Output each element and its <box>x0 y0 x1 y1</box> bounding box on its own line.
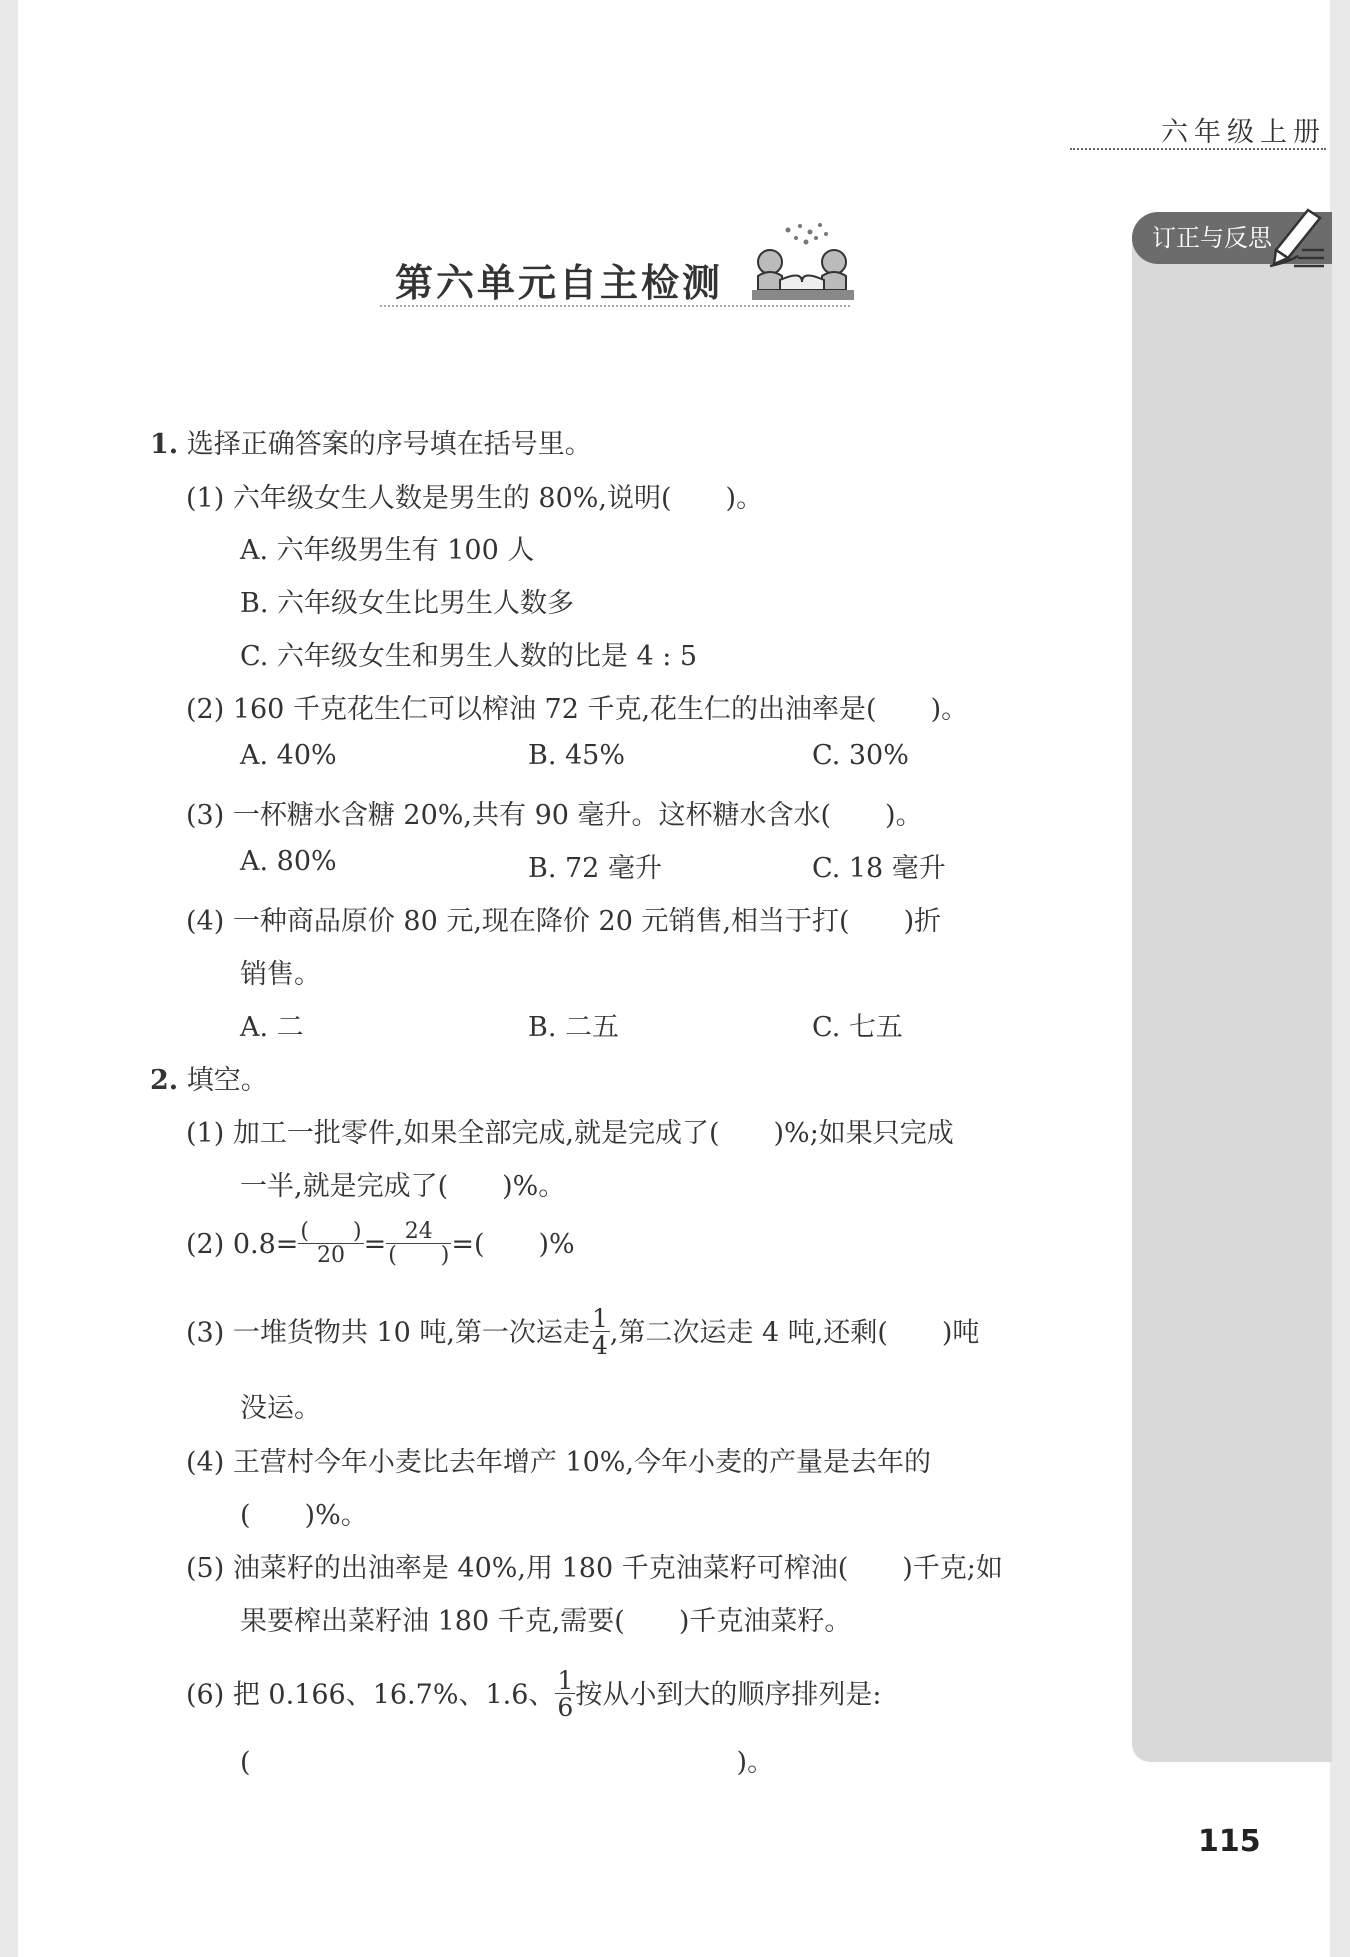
q2-part2-fraction-2 <box>386 1218 451 1268</box>
q1-part2-option-c: C. 30% <box>812 740 909 771</box>
q1-part3-option-b: B. 72 毫升 <box>528 853 662 884</box>
pencil-icon <box>1268 206 1326 276</box>
fraction-numerator: 24 <box>404 1218 433 1244</box>
q1-part1-option-a: A. 六年级男生有 100 人 <box>240 535 535 566</box>
fraction-numerator: ( ) <box>300 1218 362 1244</box>
fraction-numerator: 1 <box>591 1304 608 1333</box>
q1-part1-option-c: C. 六年级女生和男生人数的比是 4 : 5 <box>240 641 698 672</box>
q2-part2-suffix: =( )% <box>451 1229 575 1260</box>
q1-part4-option-c: C. 七五 <box>812 1012 903 1043</box>
q2-stem: 填空。 <box>186 1065 268 1096</box>
q2-part1-text: (1) 加工一批零件,如果全部完成,就是完成了( )%;如果只完成 <box>186 1118 954 1149</box>
q1-stem: 选择正确答案的序号填在括号里。 <box>186 429 592 460</box>
grade-label: 六年级上册 <box>1070 110 1326 150</box>
q1-part3-option-c: C. 18 毫升 <box>812 853 946 884</box>
q2-part4-text: (4) 王营村今年小麦比去年增产 10%,今年小麦的产量是去年的 <box>186 1447 932 1478</box>
q2-part3-text-cont: 没运。 <box>240 1393 321 1424</box>
fraction-denominator: ( ) <box>388 1242 450 1268</box>
q2-part6-line <box>186 1666 882 1722</box>
q2-part6-answer-blank: ( )。 <box>240 1747 775 1778</box>
q1-part4-text-cont: 销售。 <box>240 959 321 990</box>
q2-part2-fraction-1 <box>298 1218 363 1268</box>
q2-part1-text-cont: 一半,就是完成了( )%。 <box>240 1171 566 1202</box>
q1-part4-option-a: A. 二 <box>240 1012 304 1043</box>
q2-part6-suffix: 按从小到大的顺序排列是: <box>575 1679 882 1711</box>
q1-part3-text: (3) 一杯糖水含糖 20%,共有 90 毫升。这杯糖水含水( )。 <box>186 800 923 831</box>
title-underline <box>380 305 850 307</box>
q1-part2-option-b: B. 45% <box>528 740 626 771</box>
q2-part3-suffix: ,第二次运走 4 吨,还剩( )吨 <box>609 1317 980 1349</box>
q2-part2-line <box>186 1218 575 1269</box>
fraction-denominator: 6 <box>557 1693 574 1722</box>
q1-part3-option-a: A. 80% <box>240 846 337 877</box>
q1-part4-text: (4) 一种商品原价 80 元,现在降价 20 元销售,相当于打( )折 <box>186 906 942 937</box>
q2-part6-fraction <box>555 1668 575 1720</box>
margin-column <box>1132 222 1332 1762</box>
q1-part1-text: (1) 六年级女生人数是男生的 80%,说明( )。 <box>186 483 764 514</box>
q1-part1-option-b: B. 六年级女生比男生人数多 <box>240 588 575 619</box>
q2-stem-line <box>150 1058 268 1097</box>
q1-number: 1. <box>150 429 179 460</box>
equals-sign: = <box>363 1229 387 1260</box>
kids-reading-illustration <box>748 220 858 305</box>
q2-part3-prefix: (3) 一堆货物共 10 吨,第一次运走 <box>186 1317 590 1349</box>
page-number: 115 <box>1198 1824 1261 1859</box>
fraction-numerator: 1 <box>557 1666 574 1695</box>
fraction-denominator: 20 <box>298 1243 363 1267</box>
q1-part4-option-b: B. 二五 <box>528 1012 620 1043</box>
q2-part5-text-cont: 果要榨出菜籽油 180 千克,需要( )千克油菜籽。 <box>240 1606 852 1637</box>
q1-part2-option-a: A. 40% <box>240 740 337 771</box>
q2-part2-prefix: (2) 0.8= <box>186 1229 299 1260</box>
q2-part3-fraction <box>590 1306 610 1358</box>
q1-part2-text: (2) 160 千克花生仁可以榨油 72 千克,花生仁的出油率是( )。 <box>186 694 969 725</box>
q2-part5-text: (5) 油菜籽的出油率是 40%,用 180 千克油菜籽可榨油( )千克;如 <box>186 1553 1003 1584</box>
q2-part4-text-cont: ( )%。 <box>240 1500 368 1531</box>
q1-stem-line <box>150 422 592 461</box>
fraction-denominator: 4 <box>591 1331 608 1360</box>
margin-label: 订正与反思 <box>1132 212 1332 264</box>
q2-part3-line <box>186 1304 980 1360</box>
q2-part6-prefix: (6) 把 0.166、16.7%、1.6、 <box>186 1679 556 1711</box>
page-title: 第六单元自主检测 <box>395 260 724 305</box>
q2-number: 2. <box>150 1065 179 1096</box>
